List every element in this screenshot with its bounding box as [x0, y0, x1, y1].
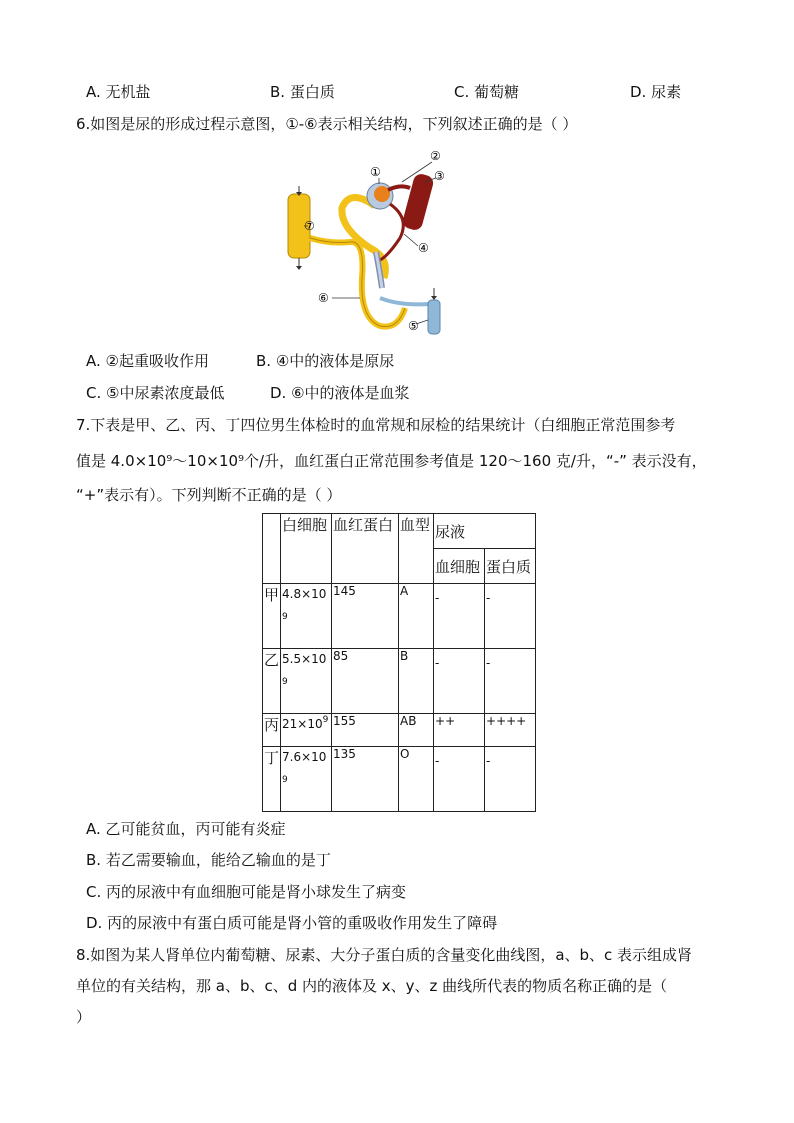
q6-option-d: D. ⑥中的液体是血浆 [270, 384, 410, 402]
row-urine-blood-cells: - [434, 584, 485, 649]
blood-urine-table [262, 513, 536, 812]
q6-option-c: C. ⑤中尿素浓度最低 [86, 384, 225, 402]
row-urine-protein: - [485, 747, 536, 812]
q7-stem-line-2: 值是 4.0×10⁹～10×10⁹个/升，血红蛋白正常范围参考值是 120～160 克/升，“-” 表示没有， [76, 452, 707, 470]
q5-option-b: B. 蛋白质 [270, 83, 335, 101]
q7-stem-line-3: “+”表示有）。下列判断不正确的是（ ） [76, 486, 342, 504]
q7-option-d: D. 丙的尿液中有蛋白质可能是肾小管的重吸收作用发生了障碍 [86, 914, 498, 932]
row-urine-protein: - [485, 649, 536, 714]
table-row [263, 584, 536, 649]
q8-stem-line-3: ） [76, 1008, 92, 1026]
header-wbc: 白细胞 [281, 514, 332, 584]
nephron-diagram [280, 148, 460, 340]
diagram-label-5: ⑤ [408, 319, 419, 333]
table-row [263, 649, 536, 714]
q6-option-a: A. ②起重吸收作用 [86, 352, 209, 370]
header-blood-type: 血型 [399, 514, 434, 584]
row-name: 甲 [263, 584, 281, 649]
q5-option-a: A. 无机盐 [86, 83, 151, 101]
row-wbc: $21\times 10^9$ [281, 714, 332, 747]
row-urine-protein: ++++ [485, 714, 536, 747]
row-name: 乙 [263, 649, 281, 714]
row-hemoglobin: 135 [332, 747, 399, 812]
row-urine-blood-cells: - [434, 649, 485, 714]
q8-stem-line-1: 8.如图为某人肾单位内葡萄糖、尿素、大分子蛋白质的含量变化曲线图，a、b、c 表示组成肾 [76, 946, 693, 964]
q6-option-b: B. ④中的液体是原尿 [256, 352, 395, 370]
row-blood-type: B [399, 649, 434, 714]
header-hemoglobin: 血红蛋白 [332, 514, 399, 584]
table-corner [263, 514, 281, 584]
header-urine-blood-cells: 血细胞 [434, 549, 485, 584]
diagram-label-2: ② [430, 149, 441, 163]
q7-option-b: B. 若乙需要输血，能给乙输血的是丁 [86, 851, 331, 869]
q8-stem-line-2: 单位的有关结构，那 a、b、c、d 内的液体及 x、y、z 曲线所代表的物质名称正确的是（ [76, 977, 668, 995]
row-urine-blood-cells: - [434, 747, 485, 812]
diagram-label-3: ③ [434, 169, 445, 183]
row-blood-type: O [399, 747, 434, 812]
q7-option-c: C. 丙的尿液中有血细胞可能是肾小球发生了病变 [86, 883, 407, 901]
header-urine-protein: 蛋白质 [485, 549, 536, 584]
table-row [263, 714, 536, 747]
row-wbc: 7.6×10 9 [281, 747, 332, 812]
table-row [263, 747, 536, 812]
row-urine-protein: - [485, 584, 536, 649]
row-blood-type: A [399, 584, 434, 649]
q7-option-a: A. 乙可能贫血，丙可能有炎症 [86, 820, 286, 838]
diagram-label-7: ⑦ [304, 219, 315, 233]
row-hemoglobin: 85 [332, 649, 399, 714]
diagram-label-6: ⑥ [318, 291, 329, 305]
diagram-label-4: ④ [418, 241, 429, 255]
diagram-label-1: ① [370, 165, 381, 179]
row-wbc: 4.8×10 9 [281, 584, 332, 649]
row-name: 丙 [263, 714, 281, 747]
q5-option-c: C. 葡萄糖 [454, 83, 520, 101]
header-urine: 尿液 [434, 514, 536, 549]
q7-stem-line-1: 7.下表是甲、乙、丙、丁四位男生体检时的血常规和尿检的结果统计（白细胞正常范围参考 [76, 416, 676, 434]
row-hemoglobin: 145 [332, 584, 399, 649]
row-hemoglobin: 155 [332, 714, 399, 747]
row-blood-type: AB [399, 714, 434, 747]
row-wbc: 5.5×10 9 [281, 649, 332, 714]
q5-option-d: D. 尿素 [630, 83, 682, 101]
row-name: 丁 [263, 747, 281, 812]
row-urine-blood-cells: ++ [434, 714, 485, 747]
q6-stem: 6.如图是尿的形成过程示意图，①-⑥表示相关结构，下列叙述正确的是（ ） [76, 115, 578, 133]
